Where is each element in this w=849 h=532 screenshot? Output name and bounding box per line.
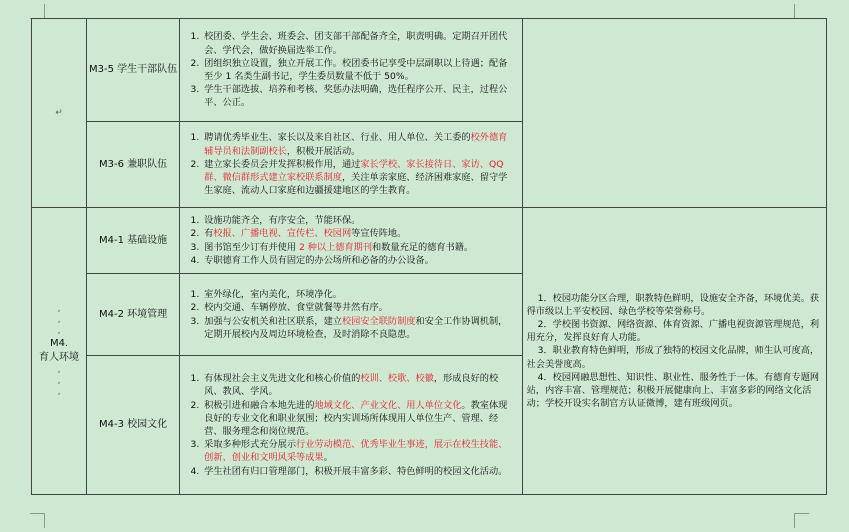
subcategory-cell: M4-2 环境管理 <box>87 274 180 356</box>
summary-cell-m3 <box>522 19 826 208</box>
highlighted-text: 校报、广播电视、宣传栏、校园网 <box>213 228 352 240</box>
highlighted-text: 校园安全联防制度 <box>341 315 416 327</box>
summary-paragraph: 3．职业教育特色鲜明，形成了独特的校园文化品牌，师生认可度高，社会美誉度高。 <box>526 345 820 370</box>
items-cell <box>180 208 522 274</box>
highlighted-text: 2 种以上德育期刊 <box>298 241 373 253</box>
highlighted-text: 行业劳动模范、优秀毕业生事迹，展示在校生技能、创新、创业和文明风采等成果 <box>204 439 508 464</box>
criteria-list <box>180 27 521 112</box>
criterion-item <box>202 227 515 240</box>
criterion-text: 有体现社会主义先进文化和核心价值的 <box>204 373 361 385</box>
highlighted-text: 地域文化、产业文化、用人单位文化 <box>314 399 462 411</box>
criterion-item <box>202 57 515 83</box>
criterion-text: 建立家长委员会并发挥积极作用，通过 <box>204 158 361 170</box>
criterion-text: ，关注单亲家庭、经济困难家庭、留守学生家庭、流动人口家庭和边疆援建地区的学生教育。 <box>204 172 508 197</box>
crop-mark-bottom-right <box>794 513 809 528</box>
criterion-item <box>202 288 515 301</box>
highlighted-text: 校外德育辅导员和法制副校长 <box>204 132 508 157</box>
items-cell <box>180 19 522 122</box>
criterion-text: 校内交通、车辆停放、食堂就餐等井然有序。 <box>204 302 388 314</box>
criterion-text: 积极引进和融合本地先进的 <box>204 399 315 411</box>
criterion-item <box>202 214 515 227</box>
criterion-text: 团组织独立设置，独立开展工作。校团委书记享受中层副职以上待遇；配备至少 1 名类生副书记，学生委员数量不低于 50%。 <box>204 57 508 82</box>
category-label: M4. 育人环境 <box>39 338 80 363</box>
summary-paragraph: 4．校园网融思想性、知识性、职业性、服务性于一体。有德育专题网站，内容丰富、管理规范；积极开展健康向上、丰富多彩的网络文化活动；学校开设实名制官方认证微博，建有班级网页。 <box>526 371 820 410</box>
subcategory-cell: M3-6 兼职队伍 <box>87 122 180 208</box>
criterion-item <box>202 30 515 56</box>
criterion-text: 设施功能齐全，有序安全，节能环保。 <box>204 215 361 227</box>
criterion-item <box>202 254 515 267</box>
criterion-text: 学生干部选拔、培养和考核、奖惩办法明确，选任程序公开、民主，过程公平、公正。 <box>204 84 508 109</box>
criterion-text: 。教室体现良好的专业文化和职业氛围；校内实训场所体现用人单位生产、管理、经营、服务理念和岗位规范。 <box>204 399 508 437</box>
category-cell-m3: ↵ <box>32 19 87 208</box>
criterion-item <box>202 465 515 478</box>
table-row <box>32 208 827 274</box>
highlighted-text: 校训、校歌、校徽 <box>360 373 434 385</box>
criterion-text: 聘请优秀毕业生、家长以及来自社区、行业、用人单位、关工委的 <box>204 132 471 144</box>
criteria-list <box>180 369 521 481</box>
crop-mark-top-right <box>794 4 809 19</box>
criterion-text: 有 <box>204 228 214 240</box>
summary-paragraph: 1．校园功能分区合理，职教特色鲜明，设施安全齐备，环境优美。获得市级以上平安校园、绿色学校等荣誉称号。 <box>526 292 820 317</box>
summary-text <box>523 292 826 411</box>
criterion-text: ，形成良好的校风、教风、学风。 <box>204 373 499 398</box>
subcategory-cell: M3-5 学生干部队伍 <box>87 19 180 122</box>
criterion-text: 和数量充足的德育书籍。 <box>372 241 474 253</box>
criterion-text: 。 <box>323 452 333 464</box>
crop-mark-bottom-left <box>30 513 45 528</box>
subcategory-cell: M4-1 基础设施 <box>87 208 180 274</box>
criterion-item <box>202 131 515 157</box>
criterion-text: 等宣传阵地。 <box>351 228 407 240</box>
crop-mark-top-left <box>30 4 45 19</box>
criterion-text: 学生社团有归口管理部门，积极开展丰富多彩、特色鲜明的校园文化活动。 <box>204 465 508 477</box>
criterion-text: 校团委、学生会、班委会、团支部干部配备齐全，职责明确。定期召开团代会、学代会，做好换届选举工作。 <box>204 31 508 56</box>
criterion-text: 室外绿化，室内美化，环境净化。 <box>204 289 342 301</box>
criterion-item <box>202 158 515 198</box>
evaluation-table <box>31 18 827 495</box>
criterion-item <box>202 372 515 398</box>
criteria-list <box>180 285 521 344</box>
criterion-item <box>202 438 515 464</box>
criterion-text: 专职德育工作人员有固定的办公场所和必备的办公设备。 <box>204 254 434 266</box>
items-cell <box>180 274 522 356</box>
criterion-text: ，积极开展活动。 <box>286 145 361 157</box>
criteria-list <box>180 211 521 270</box>
criterion-item <box>202 315 515 341</box>
category-cell-m4: , , , M4. 育人环境 , , , <box>32 208 87 495</box>
summary-paragraph: 2．学校图书资源、网络资源、体育资源、广播电视资源管理规范，利用充分，发挥良好育人功能。 <box>526 318 820 344</box>
criterion-item <box>202 399 515 439</box>
criterion-text: 和安全工作协调机制，定期开展校内及周边环境检查，及时消除不良隐患。 <box>204 315 508 340</box>
subcategory-cell: M4-3 校园文化 <box>87 356 180 495</box>
criterion-text: 加强与公安机关和社区联系，建立 <box>204 315 342 327</box>
criteria-list <box>180 128 521 200</box>
criterion-item <box>202 83 515 109</box>
criterion-text: 图书馆至少订有并使用 <box>204 241 299 253</box>
highlighted-text: 家长学校、家长接待日、家访、QQ 群、微信群形式建立家校联系制度 <box>204 158 504 184</box>
summary-cell-m4 <box>522 208 826 495</box>
criterion-item <box>202 301 515 314</box>
criterion-text: 采取多种形式充分展示 <box>204 439 297 451</box>
table-row <box>32 19 827 122</box>
criterion-item <box>202 241 515 254</box>
items-cell <box>180 356 522 495</box>
items-cell <box>180 122 522 208</box>
